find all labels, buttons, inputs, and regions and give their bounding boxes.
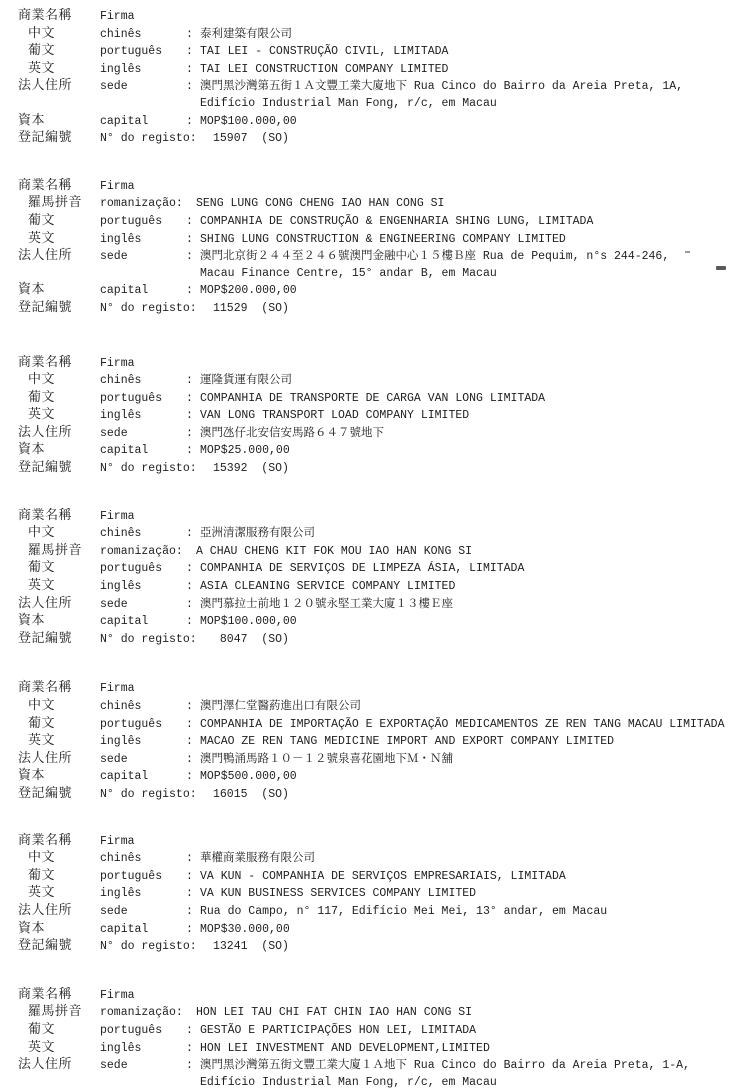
field-value: 華權商業服務有限公司 — [200, 852, 315, 866]
field-value: VA KUN - COMPANHIA DE SERVIÇOS EMPRESARIAIS, LIMITADA — [200, 869, 566, 883]
field-value: 亞洲清潔服務有限公司 — [200, 527, 315, 541]
entry-row — [18, 631, 738, 649]
field-label-pt: capital — [100, 284, 149, 298]
colon-separator: : — [186, 597, 193, 611]
entry-row — [18, 213, 738, 231]
colon-separator: : — [186, 580, 193, 594]
section-label-pt: Firma — [100, 834, 135, 848]
field-label-pt: português — [100, 869, 163, 883]
field-label-zh: 登記編號 — [18, 299, 73, 315]
colon-separator: : — [186, 114, 193, 128]
entry-row — [18, 786, 738, 804]
field-value: VA KUN BUSINESS SERVICES COMPANY LIMITED — [200, 887, 477, 901]
entry-row — [18, 407, 738, 425]
field-value: MOP$100.000,00 — [200, 114, 297, 128]
field-value: 13241 (SO) — [213, 940, 289, 954]
field-value: A CHAU CHENG KIT FOK MOU IAO HAN KONG SI — [196, 544, 473, 558]
entry-row — [18, 1040, 738, 1058]
field-label-zh: 登記編號 — [18, 460, 73, 476]
entry-row — [18, 61, 738, 79]
field-label-zh: 資本 — [18, 112, 46, 128]
field-label-pt: romanização: — [100, 1006, 183, 1020]
field-label-pt: capital — [100, 615, 149, 629]
field-label-pt: sede — [100, 904, 128, 918]
registry-entry — [18, 508, 738, 649]
field-value: 11529 (SO) — [213, 301, 289, 315]
colon-separator: : — [186, 869, 193, 883]
field-label-zh: 英文 — [28, 733, 56, 749]
registry-entry — [18, 680, 738, 803]
entry-row — [18, 130, 738, 148]
field-value: MOP$500.000,00 — [200, 770, 297, 784]
field-label-zh: 登記編號 — [18, 630, 73, 646]
entry-row — [18, 938, 738, 956]
field-value: MOP$30.000,00 — [200, 922, 290, 936]
field-value: 15907 (SO) — [213, 132, 289, 146]
field-label-pt: português — [100, 391, 163, 405]
field-label-pt: N° do registo: — [100, 132, 197, 146]
field-label-pt: N° do registo: — [100, 940, 197, 954]
field-label-pt: N° do registo: — [100, 301, 197, 315]
field-label-pt: inglês — [100, 232, 142, 246]
field-value-continuation: Edifício Industrial Man Fong, r/c, em Macau — [200, 1075, 497, 1089]
colon-separator: : — [186, 615, 193, 629]
field-value: 8047 (SO) — [213, 632, 289, 646]
entry-row — [18, 195, 738, 213]
field-value: 澳門澤仁堂醫葯進出口有限公司 — [200, 700, 361, 713]
field-value: MOP$25.000,00 — [200, 444, 290, 458]
section-label-pt: Firma — [100, 10, 135, 23]
field-label-pt: chinês — [100, 852, 142, 866]
field-value: 16015 (SO) — [213, 787, 289, 801]
entry-row — [18, 987, 738, 1005]
section-label-zh: 商業名稱 — [18, 680, 73, 696]
field-label-pt: inglês — [100, 735, 142, 749]
field-label-pt: N° do registo: — [100, 632, 197, 646]
colon-separator: : — [186, 232, 193, 246]
field-value: HON LEI TAU CHI FAT CHIN IAO HAN CONG SI — [196, 1006, 473, 1020]
field-label-zh: 英文 — [28, 1039, 56, 1055]
field-label-pt: português — [100, 562, 163, 576]
field-label-pt: inglês — [100, 1041, 142, 1055]
entry-row — [18, 78, 738, 96]
field-value: MACAO ZE REN TANG MEDICINE IMPORT AND EXPORT COMPANY LIMITED — [200, 735, 615, 749]
entry-row — [18, 282, 738, 300]
entry-row — [18, 300, 738, 318]
field-value: 澳門黑沙灣第五街１Ａ文豐工業大廈地下 Rua Cinco do Bairro da Areia Preta, 1A, — [200, 80, 684, 94]
registry-entry — [18, 355, 738, 478]
field-label-zh: 中文 — [28, 372, 56, 388]
entry-row — [18, 525, 738, 543]
field-label-zh: 中文 — [28, 525, 56, 541]
section-label-pt: Firma — [100, 682, 135, 696]
entry-row — [18, 8, 738, 26]
section-label-zh: 商業名稱 — [18, 177, 73, 193]
field-label-pt: português — [100, 45, 163, 59]
entry-row — [18, 1004, 738, 1022]
field-value: 澳門氹仔北安信安馬路６４７號地下 — [200, 426, 384, 440]
colon-separator: : — [186, 1041, 193, 1055]
entry-row — [18, 768, 738, 786]
field-label-pt: sede — [100, 1059, 128, 1073]
colon-separator: : — [186, 904, 193, 918]
field-label-pt: sede — [100, 597, 128, 611]
registry-entry — [18, 8, 738, 148]
field-value: 運隆貨運有限公司 — [200, 374, 292, 388]
section-label-pt: Firma — [100, 988, 135, 1002]
field-value: 泰利建築有限公司 — [200, 27, 292, 41]
field-label-zh: 法人住所 — [18, 1057, 73, 1073]
entry-row — [18, 596, 738, 614]
entry-row-continuation — [18, 96, 738, 113]
entry-row — [18, 26, 738, 44]
field-label-zh: 羅馬拼音 — [28, 542, 83, 558]
section-label-pt: Firma — [100, 509, 135, 523]
entry-row — [18, 543, 738, 561]
field-label-zh: 英文 — [28, 60, 56, 76]
field-label-pt: chinês — [100, 27, 142, 41]
entry-row — [18, 733, 738, 751]
field-label-zh: 登記編號 — [18, 938, 73, 954]
colon-separator: : — [186, 426, 193, 440]
entry-row — [18, 716, 738, 734]
field-label-pt: chinês — [100, 527, 142, 541]
field-label-zh: 英文 — [28, 578, 56, 594]
field-label-zh: 法人住所 — [18, 750, 73, 766]
field-label-zh: 葡文 — [28, 715, 56, 731]
entry-row — [18, 248, 738, 266]
entry-row-continuation — [18, 266, 738, 283]
colon-separator: : — [186, 735, 193, 749]
registry-entry — [18, 178, 738, 318]
field-label-pt: chinês — [100, 374, 142, 388]
field-label-pt: capital — [100, 770, 149, 784]
entry-row — [18, 460, 738, 478]
colon-separator: : — [186, 562, 193, 576]
section-label-zh: 商業名稱 — [18, 507, 73, 523]
field-value: 澳門鴨涌馬路１０－１２號泉喜花園地下Ｍ・Ｎ舖 — [200, 752, 453, 766]
entry-row — [18, 850, 738, 868]
field-label-pt: N° do registo: — [100, 462, 197, 476]
colon-separator: : — [186, 700, 193, 713]
colon-separator: : — [186, 409, 193, 423]
field-label-zh: 英文 — [28, 885, 56, 901]
field-label-zh: 中文 — [28, 850, 56, 866]
colon-separator: : — [186, 922, 193, 936]
field-value: TAI LEI CONSTRUCTION COMPANY LIMITED — [200, 62, 449, 76]
colon-separator: : — [186, 391, 193, 405]
field-value: COMPANHIA DE SERVIÇOS DE LIMPEZA ÁSIA, LIMITADA — [200, 562, 525, 576]
section-label-zh: 商業名稱 — [18, 986, 73, 1002]
field-value: 澳門黑沙灣第五街文豐工業大廈１Ａ地下 Rua Cinco do Bairro da Areia Preta, 1-A, — [200, 1059, 690, 1073]
field-label-pt: português — [100, 214, 163, 228]
entry-row — [18, 868, 738, 886]
field-value: MOP$100.000,00 — [200, 615, 297, 629]
field-value: GESTÃO E PARTICIPAÇÕES HON LEI, LIMITADA — [200, 1023, 477, 1037]
field-label-zh: 英文 — [28, 230, 56, 246]
scan-artifact — [716, 266, 726, 270]
field-value: COMPANHIA DE CONSTRUÇÃO & ENGENHARIA SHING LUNG, LIMITADA — [200, 214, 594, 228]
entry-row — [18, 390, 738, 408]
section-label-pt: Firma — [100, 179, 135, 193]
colon-separator: : — [186, 1023, 193, 1037]
field-label-pt: português — [100, 717, 163, 731]
colon-separator: : — [186, 284, 193, 298]
field-label-zh: 法人住所 — [18, 248, 73, 264]
field-label-zh: 法人住所 — [18, 595, 73, 611]
field-value-continuation: Edifício Industrial Man Fong, r/c, em Macau — [200, 96, 497, 110]
field-label-zh: 資本 — [18, 442, 46, 458]
field-label-zh: 葡文 — [28, 212, 56, 228]
field-label-zh: 資本 — [18, 920, 46, 936]
entry-row — [18, 921, 738, 939]
colon-separator: : — [186, 1059, 193, 1073]
field-label-pt: sede — [100, 426, 128, 440]
field-label-zh: 登記編號 — [18, 785, 73, 801]
entry-row — [18, 425, 738, 443]
field-label-pt: romanização: — [100, 197, 183, 211]
field-label-zh: 葡文 — [28, 1021, 56, 1037]
field-label-zh: 葡文 — [28, 389, 56, 405]
colon-separator: : — [186, 214, 193, 228]
field-value: TAI LEI - CONSTRUÇÃO CIVIL, LIMITADA — [200, 45, 449, 59]
entry-row — [18, 442, 738, 460]
field-label-pt: capital — [100, 444, 149, 458]
field-label-zh: 中文 — [28, 25, 56, 41]
colon-separator: : — [186, 45, 193, 59]
field-label-pt: capital — [100, 922, 149, 936]
entry-row — [18, 698, 738, 716]
field-value: SHING LUNG CONSTRUCTION & ENGINEERING COMPANY LIMITED — [200, 232, 566, 246]
entry-row — [18, 560, 738, 578]
field-label-zh: 英文 — [28, 407, 56, 423]
field-label-zh: 羅馬拼音 — [28, 195, 83, 211]
field-value: Rua do Campo, n° 117, Edifício Mei Mei, 13° andar, em Macau — [200, 904, 608, 918]
entry-row — [18, 178, 738, 196]
field-label-pt: inglês — [100, 887, 142, 901]
field-label-pt: inglês — [100, 409, 142, 423]
field-value: 15392 (SO) — [213, 462, 289, 476]
colon-separator: : — [186, 852, 193, 866]
entry-row — [18, 680, 738, 698]
field-label-pt: chinês — [100, 700, 142, 713]
colon-separator: : — [186, 27, 193, 41]
colon-separator: : — [186, 887, 193, 901]
colon-separator: : — [186, 250, 193, 264]
field-label-zh: 法人住所 — [18, 78, 73, 94]
colon-separator: : — [186, 374, 193, 388]
field-label-zh: 葡文 — [28, 560, 56, 576]
entry-row — [18, 903, 738, 921]
field-label-pt: N° do registo: — [100, 787, 197, 801]
field-label-zh: 葡文 — [28, 867, 56, 883]
colon-separator: : — [186, 770, 193, 784]
colon-separator: : — [186, 752, 193, 766]
field-label-pt: sede — [100, 250, 128, 264]
colon-separator: : — [186, 444, 193, 458]
colon-separator: : — [186, 527, 193, 541]
entry-row — [18, 372, 738, 390]
field-label-zh: 法人住所 — [18, 902, 73, 918]
field-label-pt: sede — [100, 752, 128, 766]
field-label-zh: 葡文 — [28, 43, 56, 59]
field-value: HON LEI INVESTMENT AND DEVELOPMENT,LIMITED — [200, 1041, 490, 1055]
entry-row — [18, 43, 738, 61]
field-label-pt: sede — [100, 80, 128, 94]
field-label-zh: 法人住所 — [18, 424, 73, 440]
entry-row — [18, 751, 738, 769]
colon-separator: : — [186, 62, 193, 76]
field-label-zh: 中文 — [28, 698, 56, 713]
field-label-zh: 資本 — [18, 282, 46, 298]
field-label-zh: 登記編號 — [18, 130, 73, 146]
colon-separator: : — [186, 80, 193, 94]
field-value: ASIA CLEANING SERVICE COMPANY LIMITED — [200, 580, 456, 594]
field-label-zh: 羅馬拼音 — [28, 1004, 83, 1020]
field-value: VAN LONG TRANSPORT LOAD COMPANY LIMITED — [200, 409, 470, 423]
entry-row — [18, 885, 738, 903]
entry-row — [18, 231, 738, 249]
field-value-continuation: Macau Finance Centre, 15° andar B, em Macau — [200, 266, 497, 280]
field-value: COMPANHIA DE IMPORTAÇÃO E EXPORTAÇÃO MEDICAMENTOS ZE REN TANG MACAU LIMITADA — [200, 717, 725, 731]
entry-row — [18, 113, 738, 131]
section-label-zh: 商業名稱 — [18, 832, 73, 848]
field-label-zh: 資本 — [18, 613, 46, 629]
field-label-pt: inglês — [100, 62, 142, 76]
field-value: COMPANHIA DE TRANSPORTE DE CARGA VAN LONG LIMITADA — [200, 391, 546, 405]
field-label-pt: romanização: — [100, 544, 183, 558]
field-value: 澳門慕拉士前地１２０號永堅工業大廈１３樓Ｅ座 — [200, 597, 453, 611]
field-label-zh: 資本 — [18, 768, 46, 784]
section-label-pt: Firma — [100, 356, 135, 370]
section-label-zh: 商業名稱 — [18, 354, 73, 370]
field-value: 澳門北京街２４４至２４６號澳門金融中心１５樓Ｂ座 Rua de Pequim, n°s 244-246, — [200, 250, 670, 264]
entry-row — [18, 613, 738, 631]
field-label-pt: português — [100, 1023, 163, 1037]
entry-row — [18, 1057, 738, 1075]
entry-row — [18, 1022, 738, 1040]
registry-entry — [18, 987, 738, 1091]
colon-separator: : — [186, 717, 193, 731]
registry-entry — [18, 833, 738, 956]
field-label-pt: inglês — [100, 580, 142, 594]
entry-row-continuation — [18, 1075, 738, 1091]
field-value: MOP$200.000,00 — [200, 284, 297, 298]
entry-row — [18, 508, 738, 526]
section-label-zh: 商業名稱 — [18, 8, 73, 23]
entry-row — [18, 578, 738, 596]
entry-row — [18, 355, 738, 373]
field-value: SENG LUNG CONG CHENG IAO HAN CONG SI — [196, 197, 445, 211]
field-label-pt: capital — [100, 114, 149, 128]
entry-row — [18, 833, 738, 851]
scan-artifact — [685, 251, 690, 253]
